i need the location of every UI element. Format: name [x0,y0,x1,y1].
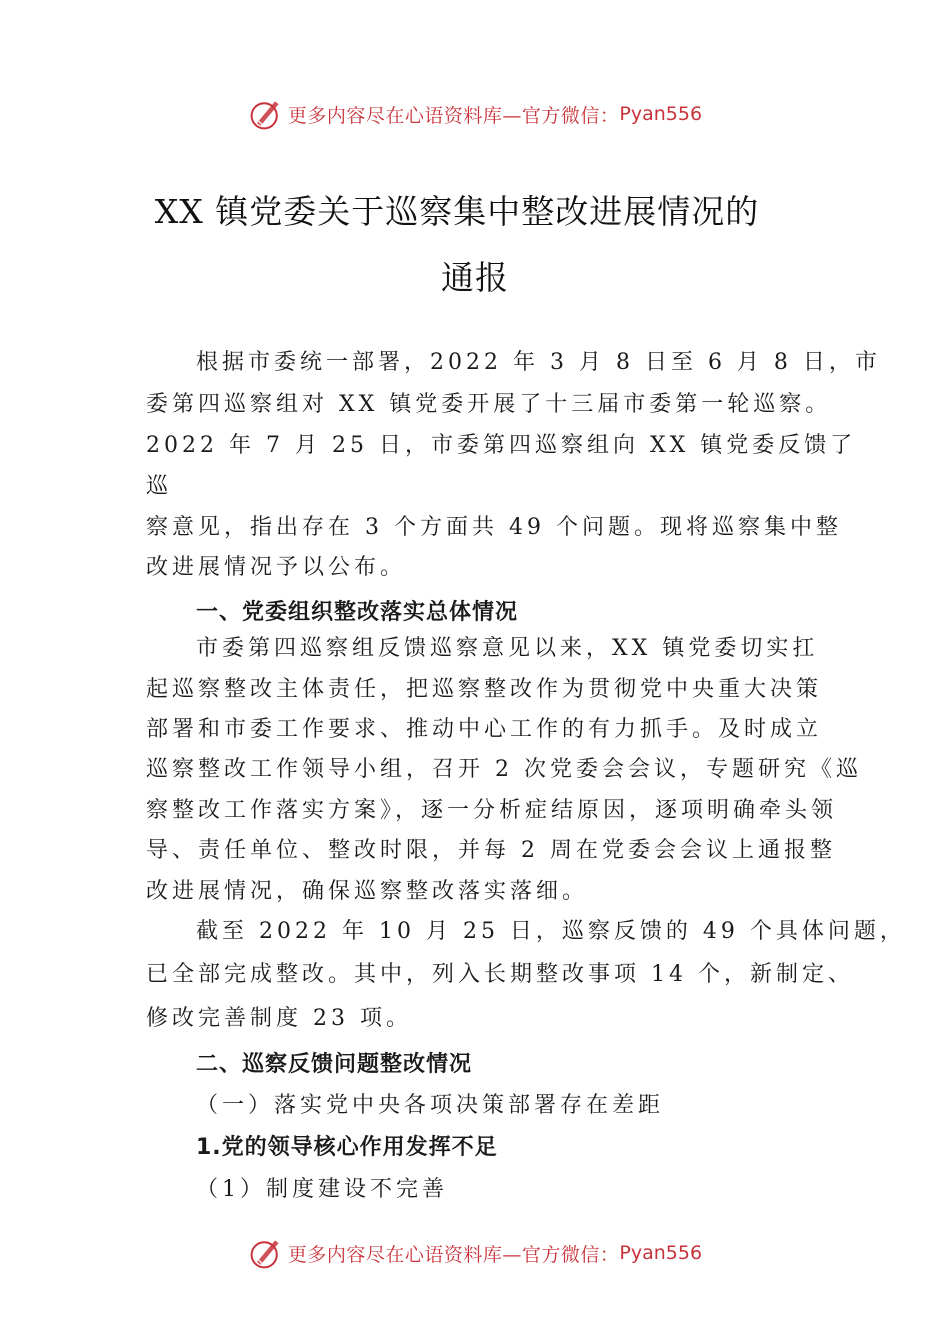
paragraph-line: 已全部完成整改。其中，列入长期整改事项 14 个，新制定、 [146,962,854,987]
document-title-line1: XX 镇党委关于巡察集中整改进展情况的 [154,192,760,231]
paragraph-line: 根据市委统一部署，2022 年 3 月 8 日至 6 月 8 日，市 [196,350,881,375]
paragraph-line: 改进展情况予以公布。 [146,555,407,580]
section-heading: 一、党委组织整改落实总体情况 [196,600,519,625]
paragraph-line: 导、责任单位、整改时限，并每 2 周在党委会会议上通报整 [146,838,836,863]
paragraph-line: 察意见，指出存在 3 个方面共 49 个问题。现将巡察集中整 [146,515,842,540]
banner-text: 更多内容尽在心语资料库—官方微信： [287,104,620,127]
pen-logo-icon [248,1235,284,1271]
paragraph-line: 2022 年 7 月 25 日，市委第四巡察组向 XX 镇党委反馈了 [146,433,857,458]
paragraph-line: 市委第四巡察组反馈巡察意见以来，XX 镇党委切实扛 [196,636,819,661]
banner-text: 更多内容尽在心语资料库—官方微信： [287,1243,620,1266]
paragraph-line: 修改完善制度 23 项。 [146,1006,412,1031]
header-banner [0,96,950,132]
banner-account: Pyan556 [619,1242,703,1264]
section-heading: 二、巡察反馈问题整改情况 [196,1052,473,1077]
paragraph-line: 截至 2022 年 10 月 25 日，巡察反馈的 49 个具体问题， [196,919,906,944]
paragraph-line: 起巡察整改主体责任，把巡察整改作为贯彻党中央重大决策 [146,677,823,702]
sub-item-heading: （1）制度建设不完善 [196,1177,448,1202]
paragraph-line: 委第四巡察组对 XX 镇党委开展了十三届市委第一轮巡察。 [146,392,832,417]
paragraph-line: 巡 [146,474,173,499]
footer-banner [0,1235,950,1271]
paragraph-line: 察整改工作落实方案》，逐一分析症结原因，逐项明确牵头领 [146,798,838,823]
paragraph-line: 改进展情况，确保巡察整改落实落细。 [146,879,589,904]
subsection-heading: （一）落实党中央各项决策部署存在差距 [196,1093,665,1118]
banner-account: Pyan556 [619,103,703,125]
paragraph-line: 部署和市委工作要求、推动中心工作的有力抓手。及时成立 [146,717,823,742]
item-heading: 1.党的领导核心作用发挥不足 [196,1135,498,1160]
pen-logo-icon [248,96,284,132]
paragraph-line: 巡察整改工作领导小组，召开 2 次党委会会议，专题研究《巡 [146,757,862,782]
document-title-line2: 通报 [441,258,509,297]
